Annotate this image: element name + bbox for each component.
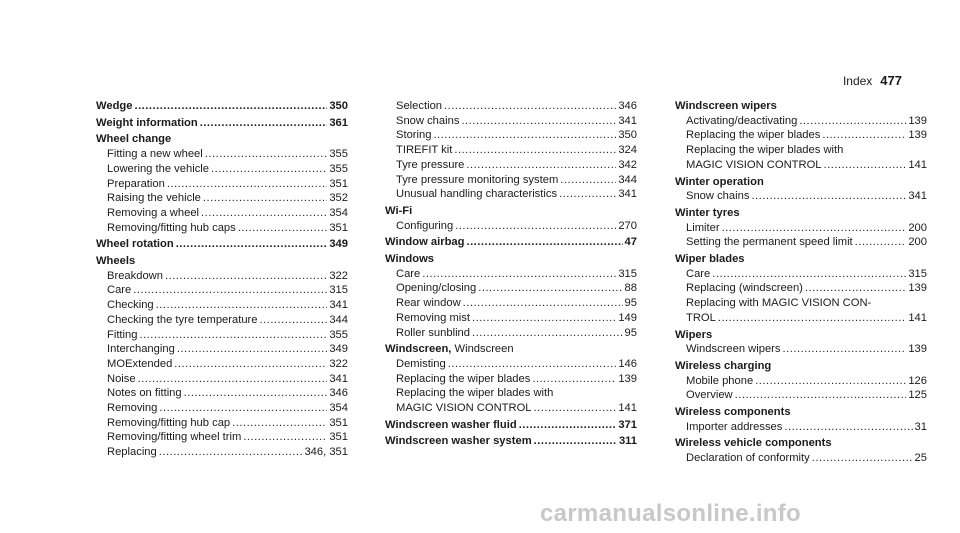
leader-dots	[184, 386, 328, 401]
index-entry	[385, 434, 637, 449]
index-entry	[675, 175, 927, 204]
subentry-text: Preparation	[107, 177, 165, 190]
subentry-text: Removing	[107, 402, 158, 415]
subentry-text: Windscreen wipers	[686, 343, 781, 356]
leader-dots	[139, 328, 327, 343]
leader-dots	[712, 267, 906, 282]
page-ref[interactable]: 139	[908, 129, 927, 142]
index-subentry[interactable]	[385, 372, 637, 387]
index-entry	[96, 254, 348, 460]
heading-text: Wiper blades	[675, 253, 745, 266]
index-heading	[675, 405, 927, 420]
subentry-text: MAGIC VISION CONTROL	[686, 158, 822, 171]
page-ref[interactable]: 146	[618, 357, 637, 370]
heading-text: Winter tyres	[675, 206, 740, 219]
leader-dots	[203, 191, 327, 206]
leader-dots	[200, 116, 328, 131]
index-entry	[385, 99, 637, 202]
heading-text: Wedge	[96, 100, 133, 112]
subentry-text: Rear window	[396, 297, 461, 310]
leader-dots	[855, 235, 907, 250]
subentry-text: MOExtended	[107, 357, 173, 370]
index-subentry[interactable]	[96, 221, 348, 236]
index-heading	[675, 175, 927, 190]
index-column-1	[96, 99, 348, 462]
leader-dots	[174, 357, 327, 372]
leader-dots	[755, 374, 906, 389]
index-subentry[interactable]	[96, 342, 348, 357]
leader-dots	[133, 283, 327, 298]
subentry-text: Fitting	[107, 328, 138, 341]
heading-text: Wipers	[675, 328, 713, 341]
index-entry	[675, 359, 927, 403]
subentry-text: TIREFIT kit	[396, 144, 453, 157]
subentry-text: Snow chains	[686, 190, 750, 203]
leader-dots	[461, 114, 616, 129]
index-entry	[96, 237, 348, 252]
subentry-text: Storing	[396, 129, 432, 142]
page-ref[interactable]: 322	[329, 269, 348, 282]
subentry-text: Overview	[686, 389, 733, 402]
leader-dots	[824, 158, 907, 173]
page-ref[interactable]: 355	[329, 162, 348, 175]
index-subentry[interactable]	[96, 191, 348, 206]
page-ref[interactable]: 346	[618, 100, 637, 112]
leader-dots	[448, 357, 617, 372]
index-heading[interactable]	[385, 434, 637, 449]
index-subentry[interactable]	[385, 187, 637, 202]
leader-dots	[156, 298, 328, 313]
page-ref[interactable]: 88	[624, 282, 637, 295]
leader-dots	[735, 388, 907, 403]
subentry-text: Noise	[107, 372, 136, 385]
index-column-3	[675, 99, 927, 468]
index-entry	[675, 252, 927, 326]
page-ref[interactable]: 47	[624, 236, 637, 249]
page-ref[interactable]: 341	[618, 114, 637, 127]
page-ref[interactable]: 346, 351	[304, 446, 348, 459]
heading-text: Winter operation	[675, 175, 764, 188]
page-ref[interactable]: 341	[618, 188, 637, 201]
leader-dots	[466, 235, 622, 250]
heading-text: Wireless components	[675, 406, 791, 419]
subentry-text: Snow chains	[396, 114, 460, 127]
index-subentry[interactable]	[96, 416, 348, 431]
leader-dots	[433, 128, 616, 143]
subentry-text: Care	[107, 284, 132, 297]
index-subentry[interactable]	[385, 296, 637, 311]
leader-dots	[463, 296, 623, 311]
page-ref[interactable]: 139	[908, 282, 927, 295]
leader-dots	[243, 430, 327, 445]
leader-dots	[138, 372, 328, 387]
heading-text: Wheel rotation	[96, 238, 174, 251]
heading-text: Window airbag	[385, 236, 465, 249]
index-subentry[interactable]	[385, 267, 637, 282]
leader-dots	[718, 311, 906, 326]
index-entry	[385, 252, 637, 340]
subentry-text: Roller sunblind	[396, 326, 471, 339]
index-subentry[interactable]	[675, 114, 927, 129]
subentry-text: Care	[686, 267, 711, 280]
subentry-text: Care	[396, 267, 421, 280]
page-ref[interactable]: 322	[329, 357, 348, 370]
page-ref[interactable]: 139	[908, 343, 927, 356]
subentry-text: Raising the vehicle	[107, 192, 201, 205]
subentry-text: Removing/fitting hub caps	[107, 221, 236, 234]
index-heading	[675, 252, 927, 267]
heading-text: Windows	[385, 253, 434, 266]
page-ref[interactable]: 341	[908, 190, 927, 203]
leader-dots	[159, 401, 327, 416]
page-ref[interactable]: 355	[329, 328, 348, 341]
index-entry	[675, 405, 927, 434]
index-subentry[interactable]	[385, 326, 637, 341]
leader-dots	[560, 173, 616, 188]
leader-dots	[422, 267, 616, 282]
index-heading	[675, 206, 927, 221]
index-entry	[96, 99, 348, 114]
leader-dots	[134, 99, 327, 114]
subentry-text: Selection	[396, 100, 443, 112]
page-ref[interactable]: 200	[908, 236, 927, 249]
subentry-text: Removing a wheel	[107, 206, 200, 219]
index-subentry[interactable]	[96, 298, 348, 313]
index-subentry[interactable]	[96, 401, 348, 416]
subentry-text: Importer addresses	[686, 420, 783, 433]
index-heading	[675, 99, 927, 114]
index-heading[interactable]	[96, 99, 348, 114]
index-subentry-line: Replacing the wiper blades with	[396, 387, 554, 400]
subentry-text: Notes on fitting	[107, 387, 182, 400]
subentry-text: Replacing the wiper blades	[686, 129, 821, 142]
subentry-text: Declaration of conformity	[686, 452, 810, 465]
subentry-text: Activating/deactivating	[686, 114, 798, 127]
index-subentry[interactable]	[385, 357, 637, 372]
page-ref[interactable]: 139	[908, 114, 927, 127]
index-heading[interactable]	[385, 235, 637, 250]
index-heading[interactable]	[96, 116, 348, 131]
page-ref[interactable]: 342	[618, 158, 637, 171]
leader-dots	[519, 418, 617, 433]
subentry-text: Unusual handling characteristics	[396, 188, 558, 201]
index-subentry[interactable]	[96, 162, 348, 177]
index-entry	[675, 99, 927, 173]
page-ref[interactable]: 200	[908, 221, 927, 234]
page-ref[interactable]: 361	[329, 116, 348, 129]
page-ref[interactable]: 371	[618, 418, 637, 431]
index-subentry[interactable]	[96, 445, 348, 460]
page-ref[interactable]: 344	[618, 173, 637, 186]
heading-text: Windscreen washer fluid	[385, 418, 517, 431]
subentry-text: Fitting a new wheel	[107, 148, 203, 161]
page-ref[interactable]: 341	[329, 372, 348, 385]
leader-dots	[176, 237, 328, 252]
heading-text: Wireless vehicle components	[675, 437, 832, 450]
index-subentry[interactable]	[675, 420, 927, 435]
index-subentry[interactable]	[96, 372, 348, 387]
page-ref[interactable]: 350	[329, 100, 348, 112]
index-subentry[interactable]	[96, 386, 348, 401]
leader-dots	[201, 206, 327, 221]
index-heading	[96, 254, 348, 269]
leader-dots	[205, 147, 328, 162]
leader-dots	[455, 219, 616, 234]
heading-text: Wi-Fi	[385, 204, 413, 217]
index-heading	[385, 204, 637, 219]
index-subentry[interactable]	[675, 311, 927, 326]
index-subentry[interactable]	[385, 128, 637, 143]
heading-text: Weight information	[96, 116, 198, 129]
page-ref[interactable]: 141	[908, 158, 927, 171]
index-entry	[675, 206, 927, 250]
leader-dots	[159, 445, 303, 460]
index-heading	[385, 252, 637, 267]
subentry-text: Replacing	[107, 446, 157, 459]
index-subentry[interactable]	[96, 430, 348, 445]
leader-dots	[722, 221, 907, 236]
index-subentry[interactable]	[385, 401, 637, 416]
leader-dots	[822, 128, 906, 143]
index-subentry[interactable]	[96, 206, 348, 221]
page-ref[interactable]: 311	[618, 435, 637, 448]
page-ref[interactable]: 141	[908, 311, 927, 324]
heading-text: Wheels	[96, 255, 136, 268]
page-ref[interactable]: 341	[329, 299, 348, 312]
page-ref[interactable]: 149	[618, 311, 637, 324]
heading-see-also: Windscreen	[451, 343, 514, 356]
subentry-text: Tyre pressure	[396, 158, 465, 171]
subentry-text: Checking the tyre temperature	[107, 313, 258, 326]
page-header	[843, 73, 902, 88]
subentry-text: Interchanging	[107, 343, 175, 356]
page-ref[interactable]: 270	[618, 219, 637, 232]
heading-text: Wheel change	[96, 133, 172, 146]
leader-dots	[472, 311, 616, 326]
index-heading	[675, 328, 927, 343]
index-subentry[interactable]	[96, 283, 348, 298]
index-subentry[interactable]	[675, 128, 927, 143]
subentry-text: Setting the permanent speed limit	[686, 236, 853, 249]
page-ref[interactable]: 351	[329, 431, 348, 444]
subentry-text: Demisting	[396, 357, 446, 370]
leader-dots	[784, 420, 912, 435]
heading-text: Windscreen washer system	[385, 435, 532, 448]
page-ref[interactable]: 351	[329, 221, 348, 234]
leader-dots	[177, 342, 328, 357]
subentry-text: MAGIC VISION CONTROL	[396, 402, 532, 415]
leader-dots	[167, 177, 327, 192]
index-heading[interactable]	[96, 237, 348, 252]
index-entry	[385, 342, 637, 416]
page-ref[interactable]: 350	[618, 129, 637, 142]
index-subentry[interactable]	[385, 281, 637, 296]
page-ref[interactable]: 315	[329, 284, 348, 297]
index-subentry-line: Replacing the wiper blades with	[686, 144, 844, 157]
leader-dots	[534, 434, 617, 449]
leader-dots	[799, 114, 906, 129]
section-title: Index	[842, 74, 873, 88]
page-ref[interactable]: 351	[329, 177, 348, 190]
subentry-text: Breakdown	[107, 269, 163, 282]
index-subentry[interactable]	[675, 374, 927, 389]
index-subentry[interactable]	[675, 158, 927, 173]
page-ref[interactable]: 95	[624, 297, 637, 310]
index-subentry[interactable]	[675, 281, 927, 296]
leader-dots	[805, 281, 906, 296]
page-ref[interactable]: 355	[329, 148, 348, 161]
index-subentry[interactable]	[675, 221, 927, 236]
index-subentry[interactable]	[675, 189, 927, 204]
index-entry	[385, 204, 637, 233]
leader-dots	[472, 326, 623, 341]
index-column-2	[385, 99, 637, 451]
index-subentry[interactable]	[675, 342, 927, 357]
index-entry	[96, 116, 348, 131]
index-subentry[interactable]	[675, 267, 927, 282]
index-heading	[675, 359, 927, 374]
page-ref[interactable]: 349	[329, 238, 348, 251]
page-ref[interactable]: 141	[618, 402, 637, 415]
leader-dots	[260, 313, 328, 328]
index-entry	[675, 328, 927, 357]
watermark: carmanualsonline.info	[540, 500, 802, 527]
subentry-text: Configuring	[396, 219, 454, 232]
heading-text: Windscreen,	[385, 343, 452, 356]
index-subentry[interactable]	[385, 219, 637, 234]
subentry-text: Checking	[107, 299, 154, 312]
index-entry	[385, 235, 637, 250]
index-heading	[675, 436, 927, 451]
index-subentry[interactable]	[675, 388, 927, 403]
page-ref[interactable]: 25	[914, 452, 927, 465]
heading-text: Windscreen wipers	[675, 100, 777, 112]
index-subentry[interactable]	[96, 147, 348, 162]
index-subentry[interactable]	[385, 311, 637, 326]
page-ref[interactable]: 354	[329, 402, 348, 415]
leader-dots	[812, 451, 913, 466]
subentry-text: Removing mist	[396, 311, 470, 324]
leader-dots	[534, 401, 617, 416]
index-entry	[675, 436, 927, 465]
page-ref[interactable]: 352	[329, 192, 348, 205]
index-entry	[96, 132, 348, 235]
index-subentry[interactable]	[385, 143, 637, 158]
page-ref[interactable]: 315	[618, 267, 637, 280]
index-subentry[interactable]	[96, 313, 348, 328]
index-heading[interactable]	[385, 418, 637, 433]
index-heading	[96, 132, 348, 147]
subentry-text: Replacing (windscreen)	[686, 282, 803, 295]
page-ref[interactable]: 344	[329, 313, 348, 326]
page-ref[interactable]: 126	[908, 374, 927, 387]
page-ref[interactable]: 95	[624, 326, 637, 339]
subentry-text: Lowering the vehicle	[107, 162, 209, 175]
leader-dots	[444, 99, 616, 114]
leader-dots	[751, 189, 906, 204]
index-subentry-line: Replacing with MAGIC VISION CON-	[686, 297, 872, 310]
index-subentry[interactable]	[96, 328, 348, 343]
leader-dots	[211, 162, 327, 177]
page-number: 477	[880, 73, 902, 88]
index-subentry[interactable]	[385, 99, 637, 114]
index-subentry[interactable]	[385, 173, 637, 188]
subentry-text: Replacing the wiper blades	[396, 372, 531, 385]
index-heading	[385, 342, 637, 357]
index-subentry[interactable]	[385, 114, 637, 129]
leader-dots	[165, 269, 327, 284]
page-ref[interactable]: 354	[329, 206, 348, 219]
index-subentry[interactable]	[385, 158, 637, 173]
leader-dots	[238, 221, 328, 236]
page-ref[interactable]: 324	[618, 144, 637, 157]
subentry-text: Removing/fitting hub cap	[107, 416, 231, 429]
index-entry	[385, 418, 637, 433]
subentry-text: Limiter	[686, 221, 720, 234]
leader-dots	[466, 158, 616, 173]
index-subentry[interactable]	[96, 357, 348, 372]
index-subentry[interactable]	[96, 269, 348, 284]
subentry-text: Opening/closing	[396, 282, 477, 295]
page-ref[interactable]: 349	[329, 343, 348, 356]
page-ref[interactable]: 346	[329, 387, 348, 400]
subentry-text: Removing/fitting wheel trim	[107, 431, 242, 444]
page-ref[interactable]: 125	[908, 389, 927, 402]
leader-dots	[478, 281, 622, 296]
leader-dots	[559, 187, 616, 202]
page-ref[interactable]: 139	[618, 372, 637, 385]
heading-text: Wireless charging	[675, 359, 772, 372]
subentry-text: Mobile phone	[686, 374, 754, 387]
leader-dots	[454, 143, 616, 158]
index-subentry[interactable]	[675, 451, 927, 466]
page-ref[interactable]: 315	[908, 267, 927, 280]
page-ref[interactable]: 351	[329, 416, 348, 429]
leader-dots	[783, 342, 907, 357]
leader-dots	[532, 372, 616, 387]
index-subentry[interactable]	[675, 235, 927, 250]
subentry-text: TROL	[686, 311, 716, 324]
page-ref[interactable]: 31	[914, 420, 927, 433]
index-subentry[interactable]	[96, 177, 348, 192]
leader-dots	[232, 416, 327, 431]
subentry-text: Tyre pressure monitoring system	[396, 173, 559, 186]
